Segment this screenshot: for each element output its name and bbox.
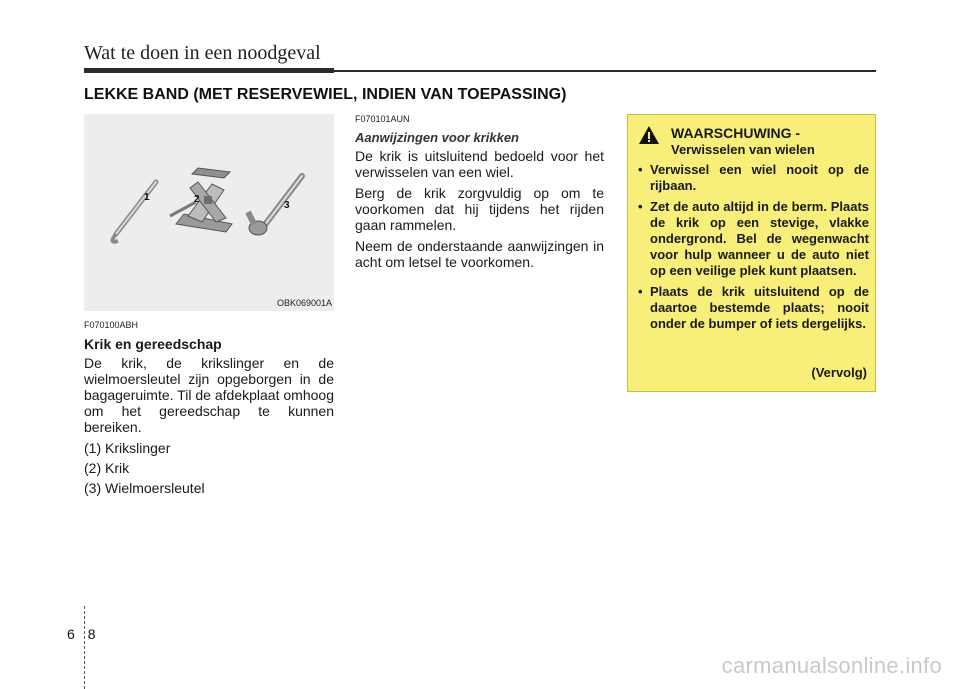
callout-3: 3 <box>284 200 290 211</box>
section-heading: Aanwijzingen voor krikken <box>355 130 519 145</box>
section-code: F070100ABH <box>84 320 139 330</box>
callout-2: 2 <box>194 194 200 205</box>
section-heading: Krik en gereedschap <box>84 336 222 352</box>
warning-triangle-icon <box>638 125 660 145</box>
header-rule-thin <box>334 70 876 72</box>
chapter-title: Wat te doen in een noodgeval <box>84 42 321 64</box>
section-paragraph: De krik, de krikslinger en de wielmoersleutel zijn opgeborgen in de bagageruimte. Til de afdekplaat omhoog om het gereedschap te kunnen bereiken. <box>84 355 334 435</box>
warning-subtitle: Verwisselen van wielen <box>671 142 815 157</box>
chapter-number: 6 <box>67 626 75 642</box>
warning-list <box>638 162 869 337</box>
list-item: (3) Wielmoersleutel <box>84 480 205 496</box>
page-number-value: 8 <box>87 626 96 642</box>
warning-box <box>627 114 876 392</box>
jack-instructions-section <box>355 114 604 275</box>
section-paragraph: Neem de onderstaande aanwijzingen in acht om letsel te voorkomen. <box>355 238 604 270</box>
list-item: (2) Krik <box>84 460 130 476</box>
tools-illustration <box>84 114 334 311</box>
section-title: LEKKE BAND (MET RESERVEWIEL, INDIEN VAN TOEPASSING) <box>84 86 567 103</box>
scissor-jack-icon <box>170 168 232 232</box>
warning-bullet: • Verwissel een wiel nooit op de rijbaan. <box>638 162 869 194</box>
section-paragraph: De krik is uitsluitend bedoeld voor het verwisselen van een wiel. <box>355 148 604 180</box>
jack-handle-icon <box>112 182 156 242</box>
jack-tools-section <box>84 320 334 500</box>
warning-title: WAARSCHUWING - <box>671 125 801 141</box>
list-item: (1) Krikslinger <box>84 440 171 456</box>
jack-tools-drawing <box>84 114 334 311</box>
section-code: F070101AUN <box>355 114 410 124</box>
continued-label: (Vervolg) <box>811 365 867 380</box>
header-rule-thick <box>84 68 334 73</box>
wheel-wrench-icon <box>248 176 302 235</box>
warning-bullet: • Plaats de krik uitsluitend op de daartoe bestemde plaats; nooit onder de bumper of iets dergelijks. <box>638 284 869 332</box>
figure-code: OBK069001A <box>276 298 332 308</box>
warning-bullet: • Zet de auto altijd in de berm. Plaats de krik op een stevige, vlakke ondergrond. Bel de wegenwacht voor hulp wanneer u de auto niet op een veilige plek kunt plaatsen. <box>638 199 869 279</box>
page-number <box>67 626 96 642</box>
callout-1: 1 <box>144 192 150 203</box>
watermark: carmanualsonline.info <box>721 653 942 678</box>
section-paragraph: Berg de krik zorgvuldig op om te voorkomen dat hij tijdens het rijden gaan rammelen. <box>355 185 604 233</box>
footer-divider <box>84 606 85 689</box>
